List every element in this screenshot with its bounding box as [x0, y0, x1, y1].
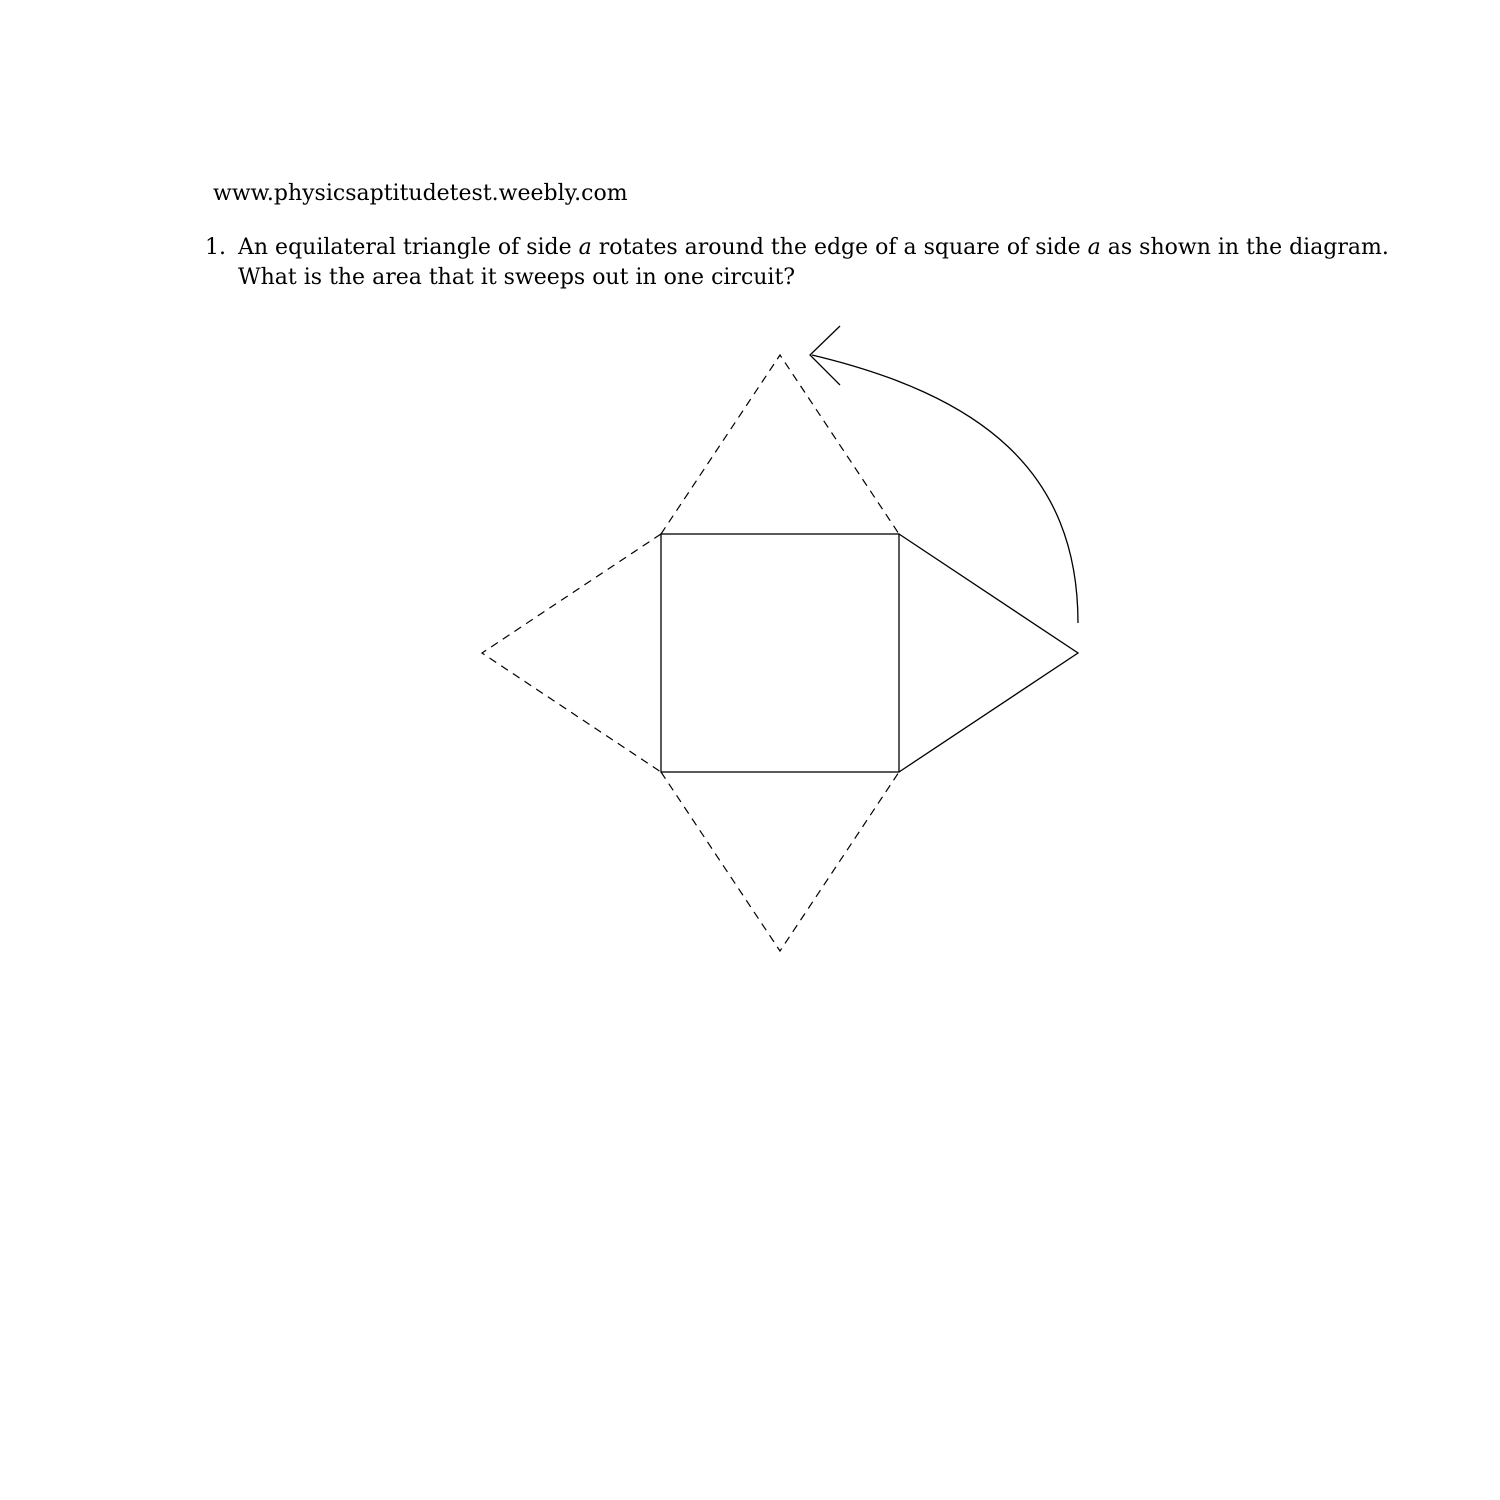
- variable-a-2: a: [1087, 235, 1101, 260]
- question-text-part-3: as shown in the diagram.: [1100, 235, 1389, 260]
- rotation-arrow-arc: [812, 355, 1078, 623]
- question-number: 1.: [205, 235, 226, 260]
- question-text-part-1: An equilateral triangle of side: [238, 235, 579, 260]
- square: [661, 534, 899, 772]
- question-text-part-2: rotates around the edge of a square of side: [591, 235, 1088, 260]
- header-url: www.physicsaptitudetest.weebly.com: [213, 181, 628, 206]
- triangle-dashed-bottom: [661, 772, 899, 951]
- triangle-dashed-top: [661, 355, 899, 534]
- triangle-dashed-left: [482, 534, 661, 772]
- variable-a-1: a: [578, 235, 592, 260]
- question-line-2: What is the area that it sweeps out in one circuit?: [238, 265, 796, 290]
- triangle-solid: [899, 534, 1078, 772]
